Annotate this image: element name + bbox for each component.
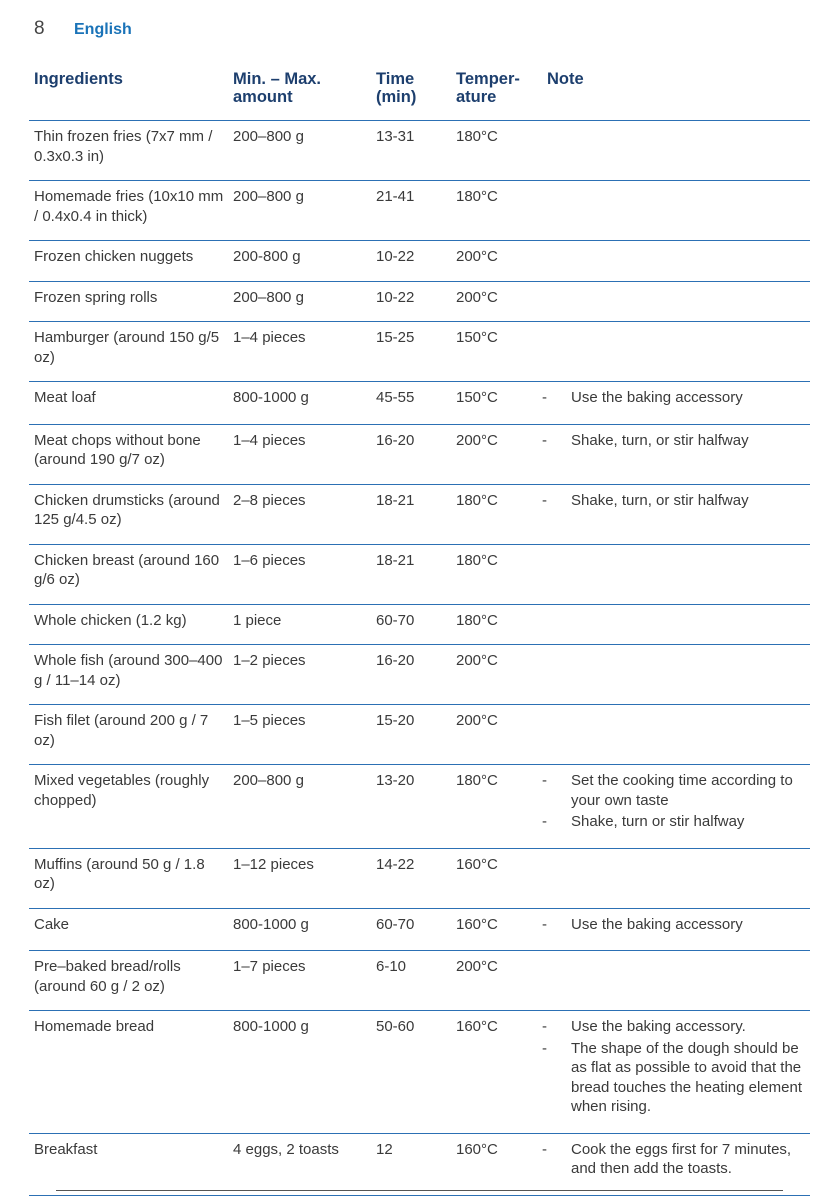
temperature-cell: 200°C — [451, 281, 542, 322]
time-cell: 21-41 — [371, 181, 451, 241]
temperature-cell: 180°C — [451, 121, 542, 181]
table-row — [29, 121, 810, 181]
temperature-cell: 160°C — [451, 1133, 542, 1195]
col-time: Time (min) — [371, 68, 451, 121]
time-cell: 10-22 — [371, 241, 451, 282]
amount-cell: 1–4 pieces — [228, 322, 371, 382]
note-item: - Use the baking accessory. — [542, 1017, 806, 1037]
note-item: - The shape of the dough should be as flat as possible to avoid that the bread touches the heating element when rising. — [542, 1039, 806, 1117]
amount-cell: 1 piece — [228, 604, 371, 645]
ingredient-cell: Breakfast — [29, 1133, 228, 1195]
amount-cell: 2–8 pieces — [228, 484, 371, 544]
time-cell: 10-22 — [371, 281, 451, 322]
note-list — [542, 431, 806, 451]
amount-cell: 800-1000 g — [228, 1011, 371, 1134]
amount-cell: 1–4 pieces — [228, 424, 371, 484]
amount-cell: 200-800 g — [228, 241, 371, 282]
temperature-cell: 150°C — [451, 322, 542, 382]
ingredient-cell: Thin frozen fries (7x7 mm / 0.3x0.3 in) — [29, 121, 228, 181]
note-item: - Shake, turn, or stir halfway — [542, 491, 806, 511]
note-item: - Shake, turn, or stir halfway — [542, 431, 806, 451]
note-cell — [542, 181, 810, 241]
note-cell — [542, 765, 810, 849]
table-row — [29, 908, 810, 951]
time-cell: 18-21 — [371, 544, 451, 604]
amount-cell: 200–800 g — [228, 121, 371, 181]
amount-cell: 200–800 g — [228, 765, 371, 849]
note-cell — [542, 382, 810, 425]
temperature-cell: 160°C — [451, 1011, 542, 1134]
table-row — [29, 181, 810, 241]
time-cell: 45-55 — [371, 382, 451, 425]
table-row — [29, 705, 810, 765]
temperature-cell: 180°C — [451, 484, 542, 544]
amount-cell: 1–5 pieces — [228, 705, 371, 765]
note-cell — [542, 1133, 810, 1195]
time-cell: 14-22 — [371, 848, 451, 908]
note-list — [542, 491, 806, 511]
ingredient-cell: Frozen spring rolls — [29, 281, 228, 322]
note-cell — [542, 281, 810, 322]
temperature-cell: 180°C — [451, 604, 542, 645]
note-cell — [542, 705, 810, 765]
table-row — [29, 322, 810, 382]
section-language: English — [74, 21, 132, 38]
col-note: Note — [542, 68, 810, 121]
page-number: 8 — [34, 18, 45, 39]
note-cell — [542, 322, 810, 382]
temperature-cell: 200°C — [451, 705, 542, 765]
ingredient-cell: Homemade fries (10x10 mm / 0.4x0.4 in thick) — [29, 181, 228, 241]
time-cell: 13-31 — [371, 121, 451, 181]
ingredient-cell: Meat chops without bone (around 190 g/7 oz) — [29, 424, 228, 484]
ingredient-cell: Fish filet (around 200 g / 7 oz) — [29, 705, 228, 765]
temperature-cell: 200°C — [451, 241, 542, 282]
amount-cell: 1–12 pieces — [228, 848, 371, 908]
time-cell: 15-20 — [371, 705, 451, 765]
ingredient-cell: Whole chicken (1.2 kg) — [29, 604, 228, 645]
amount-cell: 200–800 g — [228, 281, 371, 322]
ingredient-cell: Muffins (around 50 g / 1.8 oz) — [29, 848, 228, 908]
note-cell — [542, 121, 810, 181]
time-cell: 12 — [371, 1133, 451, 1195]
table-row — [29, 544, 810, 604]
temperature-cell: 180°C — [451, 765, 542, 849]
amount-cell: 800-1000 g — [228, 382, 371, 425]
time-cell: 16-20 — [371, 645, 451, 705]
note-cell — [542, 908, 810, 951]
table-row — [29, 241, 810, 282]
amount-cell: 1–6 pieces — [228, 544, 371, 604]
ingredient-cell: Meat loaf — [29, 382, 228, 425]
table-row — [29, 645, 810, 705]
note-list — [542, 388, 806, 408]
note-cell — [542, 848, 810, 908]
note-item: - Use the baking accessory — [542, 915, 806, 935]
table-row — [29, 951, 810, 1011]
temperature-cell: 160°C — [451, 848, 542, 908]
time-cell: 16-20 — [371, 424, 451, 484]
time-cell: 13-20 — [371, 765, 451, 849]
ingredient-cell: Frozen chicken nuggets — [29, 241, 228, 282]
page-header — [34, 18, 132, 40]
table-row — [29, 281, 810, 322]
note-cell — [542, 484, 810, 544]
temperature-cell: 180°C — [451, 544, 542, 604]
temperature-cell: 150°C — [451, 382, 542, 425]
table-row — [29, 1011, 810, 1134]
amount-cell: 200–800 g — [228, 181, 371, 241]
amount-cell: 1–7 pieces — [228, 951, 371, 1011]
table-row — [29, 382, 810, 425]
ingredient-cell: Hamburger (around 150 g/5 oz) — [29, 322, 228, 382]
ingredient-cell: Homemade bread — [29, 1011, 228, 1134]
note-item: - Cook the eggs first for 7 minutes, and then add the toasts. — [542, 1140, 806, 1179]
note-list — [542, 1017, 806, 1117]
col-amount: Min. – Max. amount — [228, 68, 371, 121]
time-cell: 60-70 — [371, 604, 451, 645]
time-cell: 50-60 — [371, 1011, 451, 1134]
temperature-cell: 160°C — [451, 908, 542, 951]
ingredient-cell: Chicken drumsticks (around 125 g/4.5 oz) — [29, 484, 228, 544]
note-list — [542, 915, 806, 935]
note-cell — [542, 544, 810, 604]
temperature-cell: 200°C — [451, 645, 542, 705]
cooking-table — [29, 68, 810, 1196]
temperature-cell: 200°C — [451, 424, 542, 484]
ingredient-cell: Chicken breast (around 160 g/6 oz) — [29, 544, 228, 604]
note-list — [542, 1140, 806, 1179]
time-cell: 18-21 — [371, 484, 451, 544]
table-header-row — [29, 68, 810, 121]
table-row — [29, 848, 810, 908]
note-list — [542, 771, 806, 832]
table-row — [29, 765, 810, 849]
amount-cell: 4 eggs, 2 toasts — [228, 1133, 371, 1195]
note-item: - Set the cooking time according to your own taste — [542, 771, 806, 810]
amount-cell: 1–2 pieces — [228, 645, 371, 705]
note-cell — [542, 604, 810, 645]
time-cell: 6-10 — [371, 951, 451, 1011]
ingredient-cell: Pre–baked bread/rolls (around 60 g / 2 oz) — [29, 951, 228, 1011]
amount-cell: 800-1000 g — [228, 908, 371, 951]
table-row — [29, 424, 810, 484]
note-item: - Shake, turn or stir halfway — [542, 812, 806, 832]
temperature-cell: 200°C — [451, 951, 542, 1011]
note-item: - Use the baking accessory — [542, 388, 806, 408]
table-row — [29, 484, 810, 544]
col-temperature: Temper-ature — [451, 68, 542, 121]
ingredient-cell: Cake — [29, 908, 228, 951]
ingredient-cell: Mixed vegetables (roughly chopped) — [29, 765, 228, 849]
note-cell — [542, 241, 810, 282]
col-ingredients: Ingredients — [29, 68, 228, 121]
temperature-cell: 180°C — [451, 181, 542, 241]
note-cell — [542, 645, 810, 705]
time-cell: 60-70 — [371, 908, 451, 951]
note-cell — [542, 424, 810, 484]
table-row — [29, 1133, 810, 1195]
note-cell — [542, 1011, 810, 1134]
table-row — [29, 604, 810, 645]
time-cell: 15-25 — [371, 322, 451, 382]
note-cell — [542, 951, 810, 1011]
ingredient-cell: Whole fish (around 300–400 g / 11–14 oz) — [29, 645, 228, 705]
